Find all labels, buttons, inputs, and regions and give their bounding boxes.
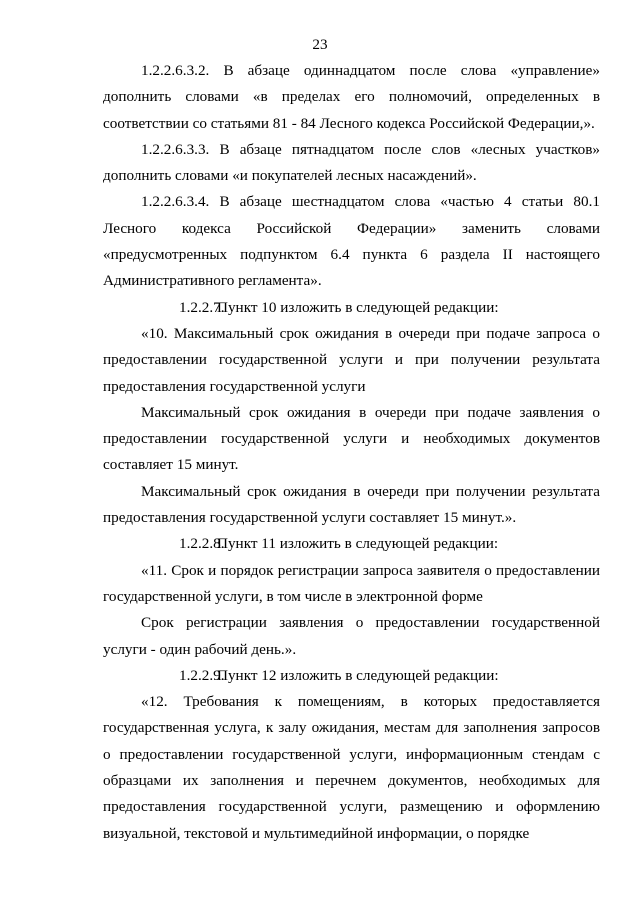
item-heading-text: Пункт 10 изложить в следующей редакции:: [217, 298, 499, 316]
paragraph-1-2-2-6-3-3: 1.2.2.6.3.3. В абзаце пятнадцатом после слов «лесных участков» дополнить словами «и покупателей лесных насаждений».: [103, 140, 600, 185]
item-number: 1.2.2.7.: [179, 298, 225, 316]
item-heading-1-2-2-8: [103, 531, 600, 557]
item-heading-text: Пункт 12 изложить в следующей редакции:: [217, 666, 499, 684]
paragraph-point-10-result: Максимальный срок ожидания в очереди при получении результата предоставления государственной услуги составляет 15 минут.».: [103, 482, 600, 527]
item-heading-1-2-2-9: [103, 663, 600, 689]
paragraph-point-11-term: Срок регистрации заявления о предоставлении государственной услуги - один рабочий день.».: [103, 614, 600, 658]
item-number: 1.2.2.9.: [179, 666, 225, 684]
paragraph-1-2-2-6-3-4: 1.2.2.6.3.4. В абзаце шестнадцатом слова «частью 4 статьи 80.1 Лесного кодекса Российской Федерации» заменить словами «предусмотренных подпунктом 6.4 пункта 6 раздела II настоящего Административного регламента».: [103, 193, 600, 290]
paragraph-point-12-title: «12. Требования к помещениям, в которых предоставляется государственная услуга, к залу ожидания, местам для заполнения запросов о предоставлении государственной услуги, информационным стендам с образцами их заполнения и перечнем документов, необходимых для предоставления государственной услуги, размещению и оформлению визуальной, текстовой и мультимедийной информации, о порядке: [103, 693, 600, 842]
paragraph-point-10-title: «10. Максимальный срок ожидания в очереди при подаче запроса о предоставлении государственной услуги и при получении результата предоставления государственной услуги: [103, 324, 600, 395]
item-number: 1.2.2.8.: [179, 535, 225, 553]
paragraph-point-11-title: «11. Срок и порядок регистрации запроса заявителя о предоставлении государственной услуги, в том числе в электронной форме: [103, 561, 600, 605]
paragraph-point-10-submission: Максимальный срок ожидания в очереди при подаче заявления о предоставлении государственной услуги и необходимых документов составляет 15 минут.: [103, 403, 600, 474]
paragraph-1-2-2-6-3-2: 1.2.2.6.3.2. В абзаце одиннадцатом после слова «управление» дополнить словами «в пределах его полномочий, определенных в соответствии со статьями 81 - 84 Лесного кодекса Российской Федерации,».: [103, 62, 600, 132]
item-heading-text: Пункт 11 изложить в следующей редакции:: [217, 535, 499, 553]
page-number: 23: [312, 36, 328, 53]
document-body: [103, 58, 600, 847]
item-heading-1-2-2-7: [103, 295, 600, 321]
